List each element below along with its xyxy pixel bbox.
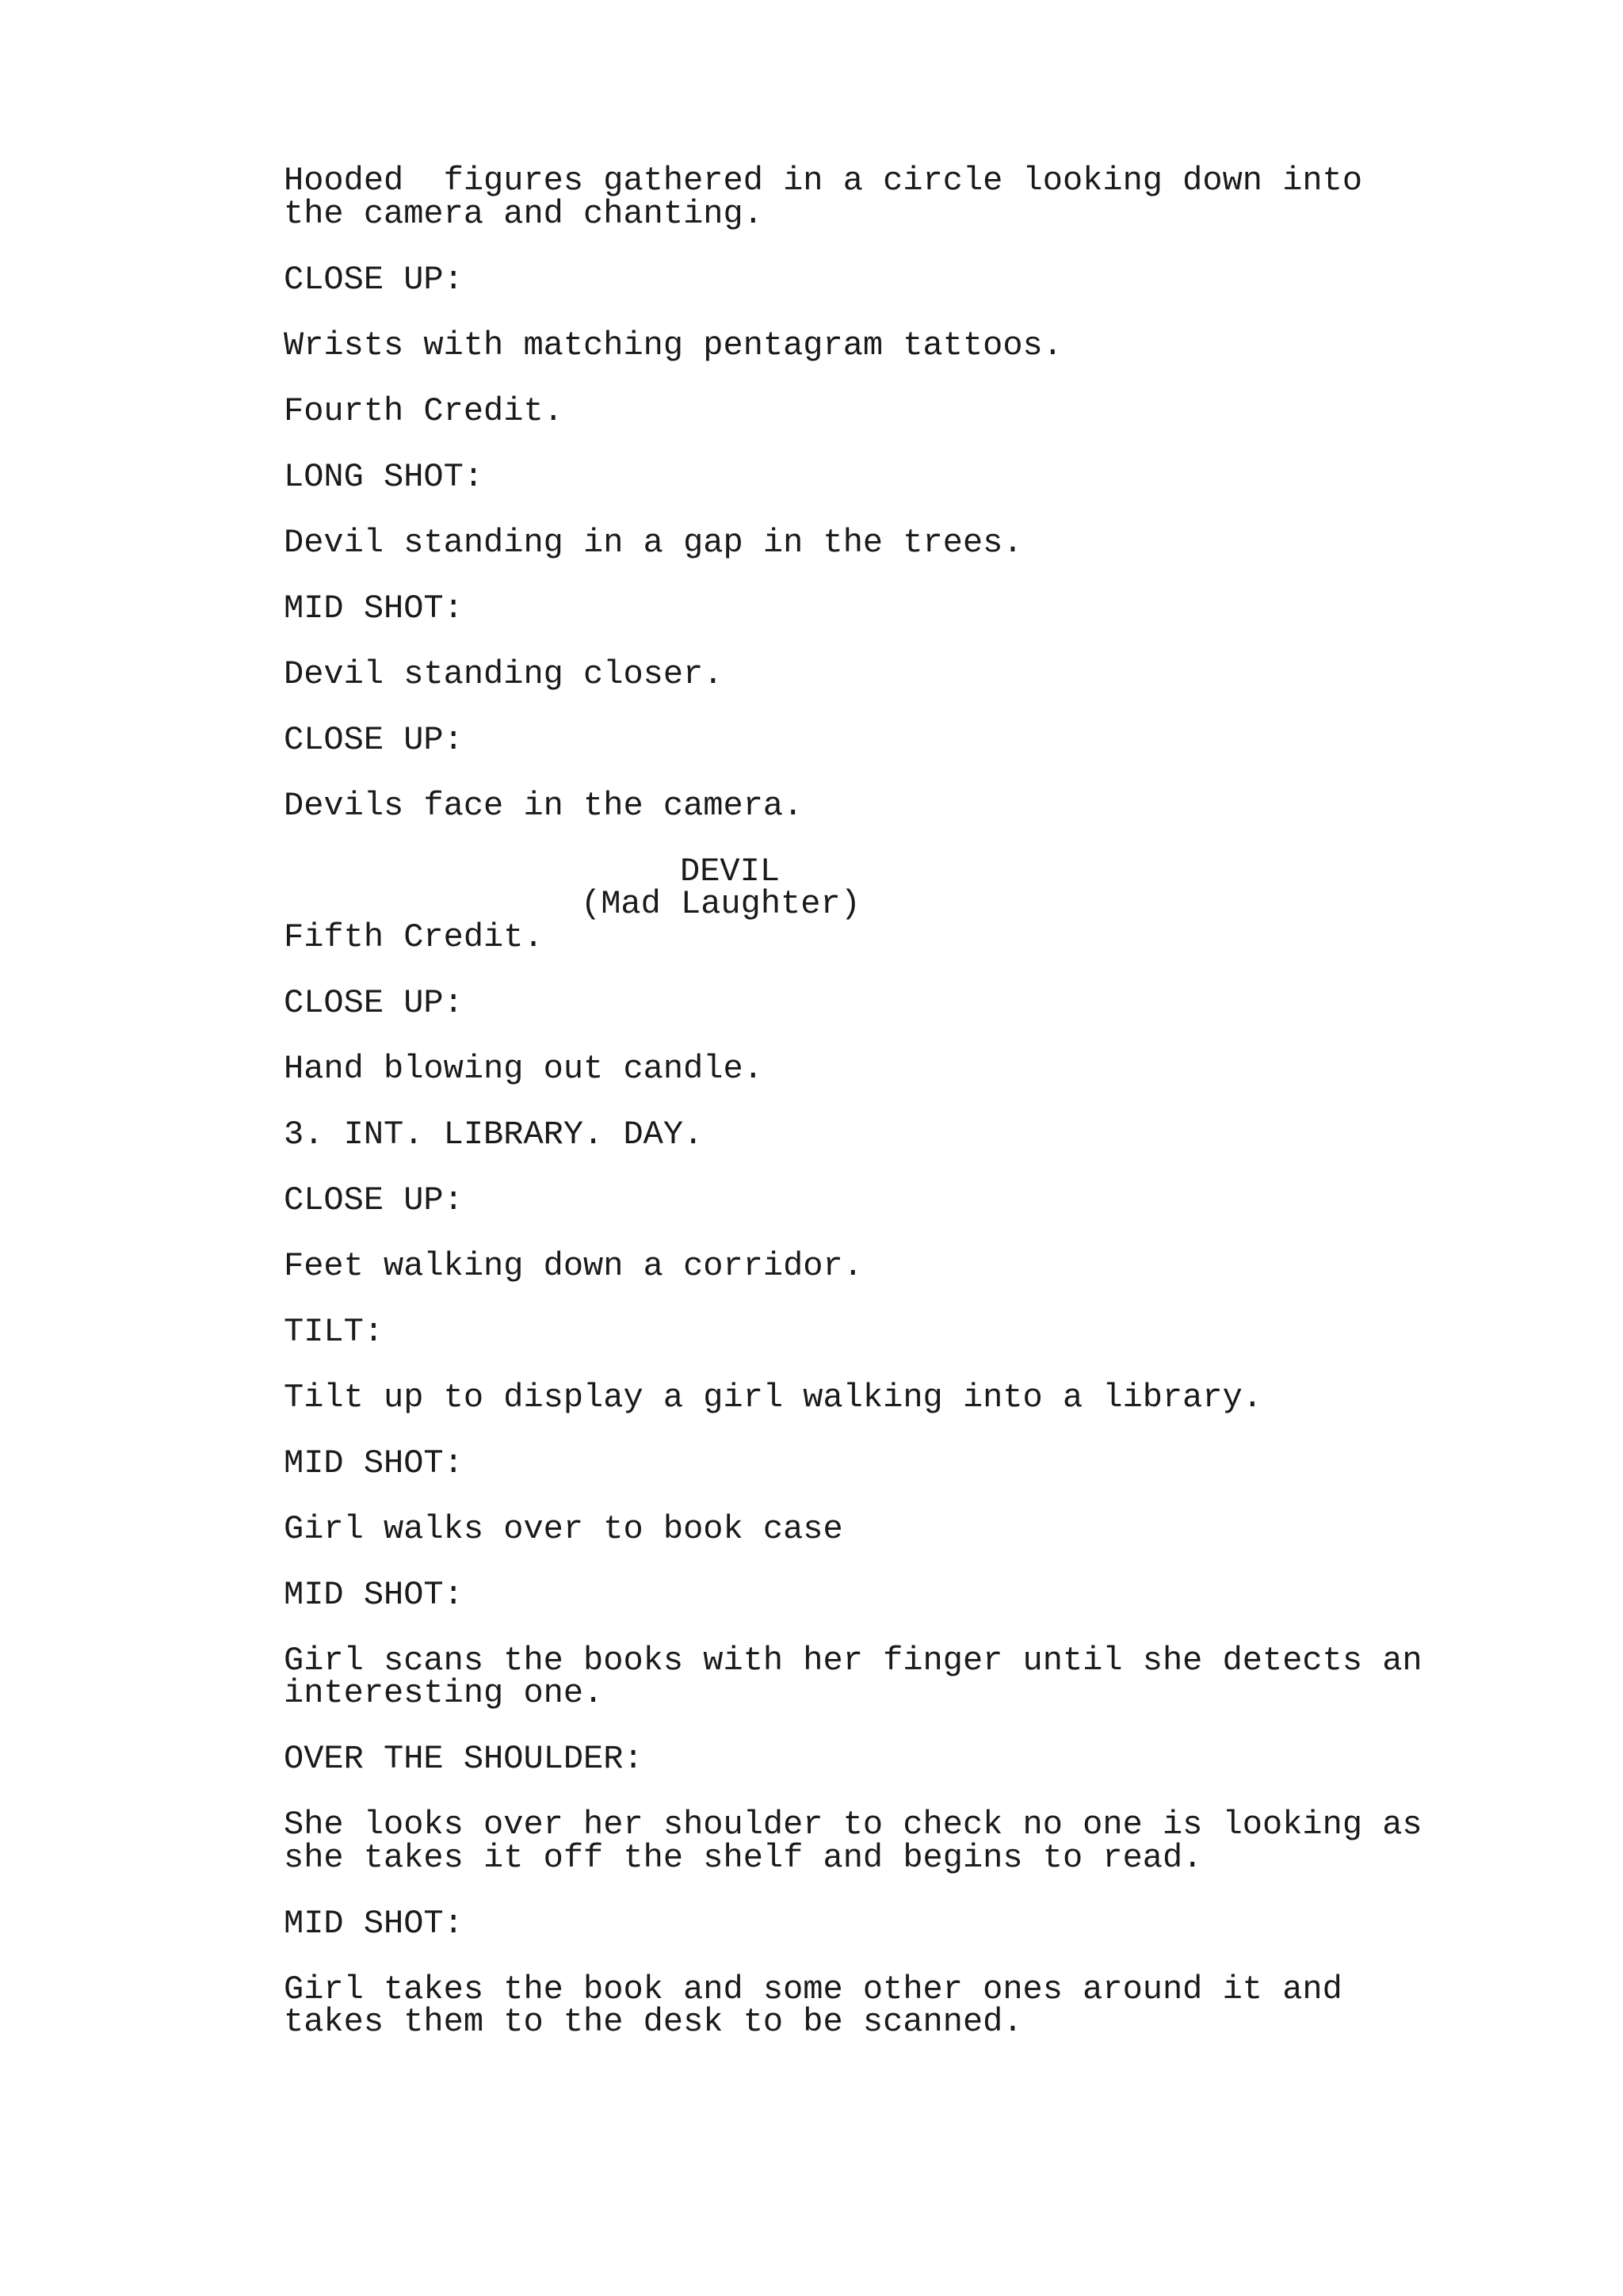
shot-heading: OVER THE SHOULDER: [284, 1740, 643, 1778]
shot-heading: MID SHOT: [284, 1444, 464, 1482]
shot-heading: CLOSE UP: [284, 260, 464, 299]
action-line: Fifth Credit. [284, 917, 544, 956]
action-line: Girl takes the book and some other ones around it and [284, 1970, 1342, 2008]
shot-heading: MID SHOT: [284, 1575, 464, 1614]
action-line: Devils face in the camera. [284, 786, 804, 825]
shot-heading: CLOSE UP: [284, 983, 464, 1022]
action-line: interesting one. [284, 1674, 604, 1712]
action-line: Devil standing closer. [284, 654, 724, 693]
action-line: she takes it off the shelf and begins to read. [284, 1838, 1203, 1877]
scene-heading: 3. INT. LIBRARY. DAY. [284, 1115, 704, 1154]
shot-heading: TILT: [284, 1312, 384, 1351]
action-line: Wrists with matching pentagram tattoos. [284, 326, 1063, 364]
action-line: She looks over her shoulder to check no one is looking as [284, 1806, 1423, 1844]
action-line: Hooded figures gathered in a circle looking down into [284, 162, 1363, 200]
action-line: Girl scans the books with her finger until she detects an [284, 1641, 1423, 1680]
action-line: Hand blowing out candle. [284, 1049, 763, 1088]
action-line: takes them to the desk to be scanned. [284, 2003, 1023, 2041]
shot-heading: MID SHOT: [284, 589, 464, 627]
script-body [284, 162, 1472, 2072]
character-name: DEVIL [680, 852, 781, 891]
action-line: Fourth Credit. [284, 391, 563, 430]
parenthetical: (Mad Laughter) [581, 885, 861, 923]
shot-heading: CLOSE UP: [284, 1180, 464, 1219]
action-line: the camera and chanting. [284, 194, 763, 233]
shot-heading: CLOSE UP: [284, 720, 464, 759]
shot-heading: LONG SHOT: [284, 457, 484, 496]
shot-heading: MID SHOT: [284, 1904, 464, 1943]
action-line: Tilt up to display a girl walking into a library. [284, 1378, 1263, 1417]
action-line: Devil standing in a gap in the trees. [284, 523, 1023, 562]
action-line: Girl walks over to book case [284, 1509, 843, 1548]
action-line: Feet walking down a corridor. [284, 1246, 863, 1285]
